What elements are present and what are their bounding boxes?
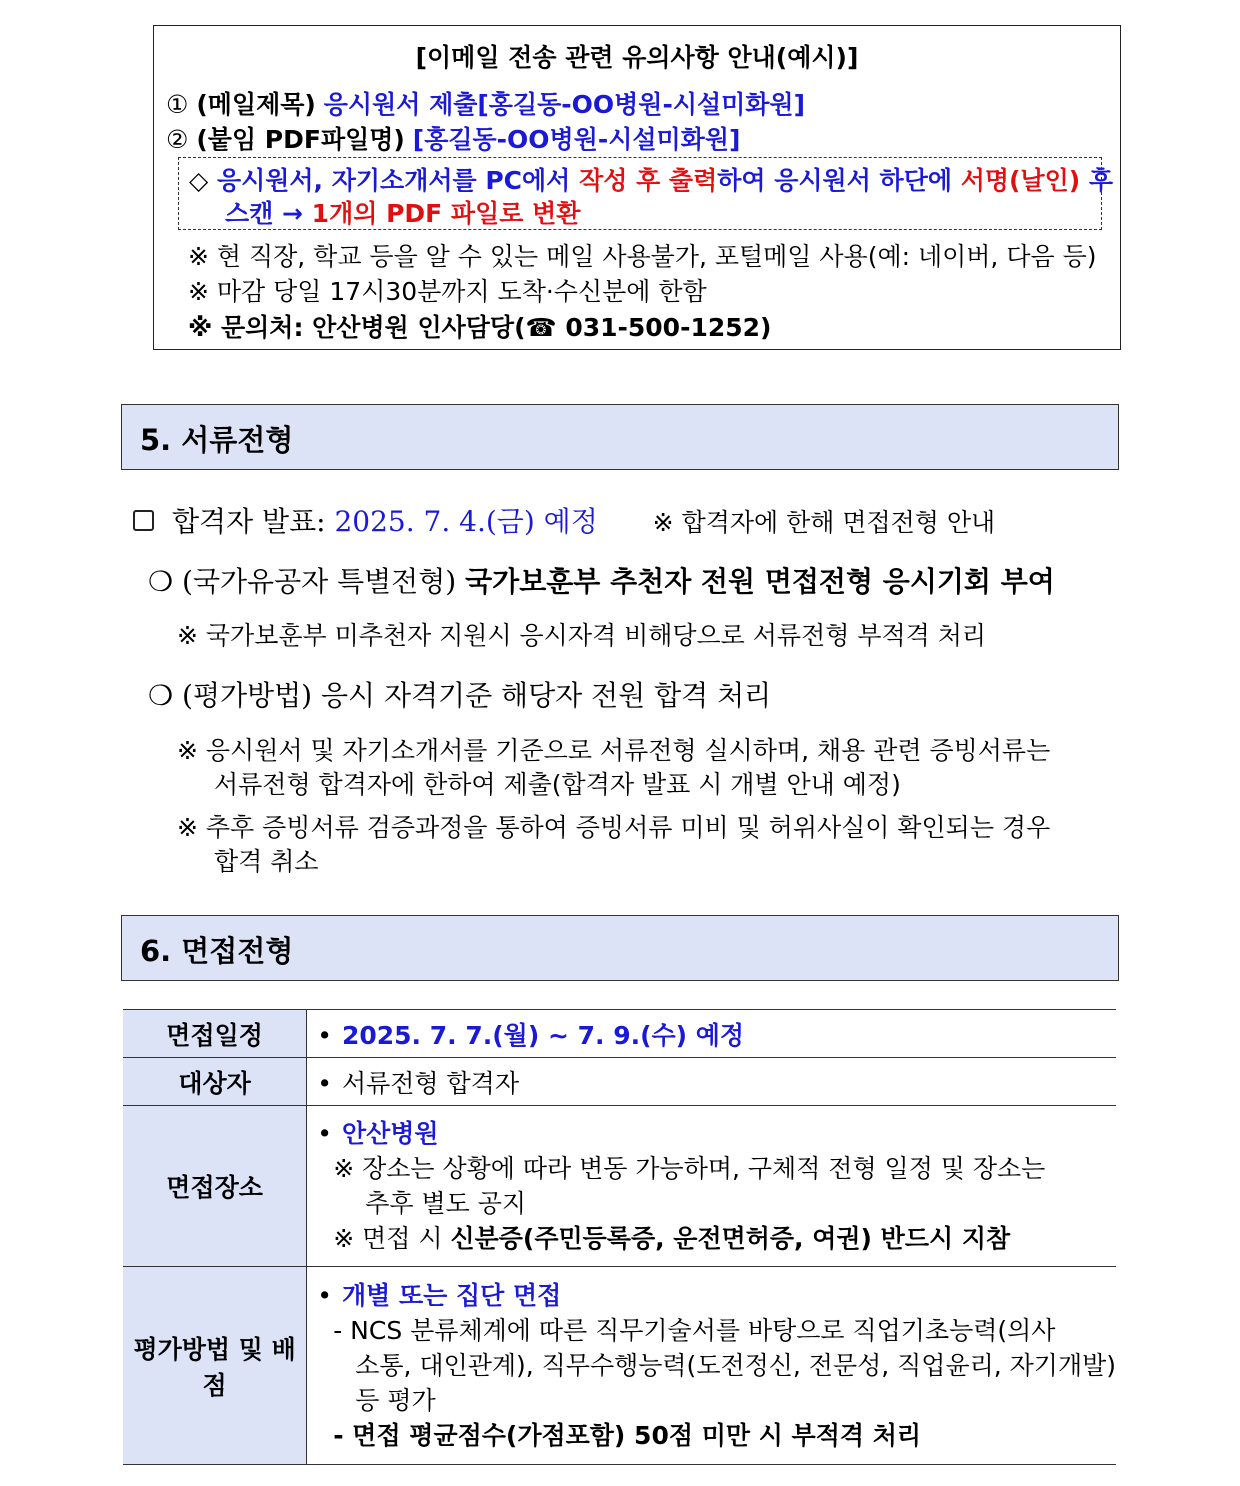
veteran-label: (국가유공자 특별전형) xyxy=(182,565,457,598)
location-note-1: ※ 장소는 상황에 따라 변동 가능하며, 구체적 전형 일정 및 장소는 xyxy=(333,1154,1046,1183)
bullet-icon: • xyxy=(317,1068,332,1098)
bullet-icon: • xyxy=(317,1020,332,1050)
section-6-header xyxy=(121,915,1119,981)
evaluation-note-2: ※ 추후 증빙서류 검증과정을 통하여 증빙서류 미비 및 허위사실이 확인되는 경우 xyxy=(177,813,1051,842)
instruction-text-c: 하여 응시원서 하단에 xyxy=(717,166,952,195)
interview-target: 서류전형 합격자 xyxy=(341,1068,519,1098)
row-label: 면접장소 xyxy=(123,1106,307,1267)
interview-schedule: 2025. 7. 7.(월) ~ 7. 9.(수) 예정 xyxy=(341,1020,745,1050)
email-notice-box xyxy=(153,25,1121,350)
method-line-4: - 면접 평균점수(가점포함) 50점 미만 시 부적격 처리 xyxy=(333,1421,922,1450)
instruction-text-e: 후 xyxy=(1088,166,1114,195)
email-instruction-box xyxy=(178,157,1114,230)
interview-location: 안산병원 xyxy=(341,1119,439,1148)
email-attach-label: (붙임 PDF파일명) xyxy=(196,125,405,154)
veteran-note: ※ 국가보훈부 미추천자 지원시 응시자격 비해당으로 서류전형 부적격 처리 xyxy=(177,621,987,650)
instruction-text-f: 스캔 → xyxy=(225,199,303,228)
announce-note: ※ 합격자에 한해 면접전형 안내 xyxy=(652,508,996,537)
evaluation-line xyxy=(148,674,771,714)
email-note-1: ※ 현 직장, 학교 등을 알 수 있는 메일 사용불가, 포털메일 사용(예: 네이버, 다음 등) xyxy=(188,242,1097,271)
veteran-text: 국가보훈부 추천자 전원 면접전형 응시기회 부여 xyxy=(465,565,1055,598)
table-row xyxy=(123,1058,1116,1106)
table-row xyxy=(123,1267,1116,1465)
location-note-2-a: ※ 면접 시 xyxy=(333,1224,443,1253)
announce-date: 2025. 7. 4.(금) 예정 xyxy=(334,505,598,538)
circled-number-2: ② xyxy=(166,125,189,154)
bullet-icon: • xyxy=(317,1281,332,1310)
location-note-2-b: 신분증(주민등록증, 운전면허증, 여권) 반드시 지참 xyxy=(450,1224,1011,1253)
evaluation-note-1: ※ 응시원서 및 자기소개서를 기준으로 서류전형 실시하며, 채용 관련 증빙서류는 xyxy=(177,736,1051,765)
instruction-line-2 xyxy=(225,194,580,230)
email-subject-line xyxy=(166,85,805,121)
email-contact-note: ※ 문의처: 안산병원 인사담당(☎ 031-500-1252) xyxy=(188,313,772,342)
row-value xyxy=(307,1058,1116,1106)
announce-label: 합격자 발표: xyxy=(172,505,326,538)
instruction-line-1 xyxy=(189,161,1113,197)
row-value xyxy=(307,1106,1116,1267)
circled-number-1: ① xyxy=(166,90,189,119)
row-value xyxy=(307,1267,1116,1465)
announcement-line xyxy=(133,500,995,540)
instruction-text-g: 1개의 PDF 파일로 변환 xyxy=(311,199,581,228)
section-6-title: 6. 면접전형 xyxy=(140,934,294,968)
evaluation-note-1-cont: 서류전형 합격자에 한하여 제출(합격자 발표 시 개별 안내 예정) xyxy=(214,770,901,799)
location-note-1-cont: 추후 별도 공지 xyxy=(365,1189,527,1218)
location-note-2 xyxy=(317,1221,1116,1256)
email-note-2: ※ 마감 당일 17시30분까지 도착·수신분에 한함 xyxy=(188,277,707,306)
instruction-text-a: 응시원서, 자기소개서를 PC에서 xyxy=(216,166,571,195)
instruction-text-d: 서명(날인) xyxy=(960,166,1081,195)
evaluation-note-2-cont: 합격 취소 xyxy=(214,847,319,876)
evaluation-text: (평가방법) 응시 자격기준 해당자 전원 합격 처리 xyxy=(182,679,772,712)
circle-bullet-icon: ❍ xyxy=(148,565,174,598)
email-subject-value: 응시원서 제출[홍길동-OO병원-시설미화원] xyxy=(323,90,805,119)
email-subject-label: (메일제목) xyxy=(196,90,316,119)
bullet-icon: • xyxy=(317,1119,332,1148)
row-value xyxy=(307,1010,1116,1058)
email-attach-line xyxy=(166,120,740,156)
section-5-header xyxy=(121,404,1119,470)
row-label: 면접일정 xyxy=(123,1010,307,1058)
interview-method: 개별 또는 집단 면접 xyxy=(341,1281,562,1310)
interview-table xyxy=(123,1009,1116,1465)
diamond-icon: ◇ xyxy=(189,166,209,195)
circle-bullet-icon: ❍ xyxy=(148,679,174,712)
method-line-3: 등 평가 xyxy=(355,1386,436,1415)
instruction-text-b: 작성 후 출력 xyxy=(579,166,718,195)
section-5-title: 5. 서류전형 xyxy=(140,423,294,457)
row-label: 평가방법 및 배점 xyxy=(123,1267,307,1465)
method-line-2: 소통, 대인관계), 직무수행능력(도전정신, 전문성, 직업윤리, 자기개발) xyxy=(355,1351,1116,1380)
table-row xyxy=(123,1010,1116,1058)
row-label: 대상자 xyxy=(123,1058,307,1106)
veteran-line xyxy=(148,560,1055,600)
checkbox-icon xyxy=(133,510,154,531)
email-notice-title: [이메일 전송 관련 유의사항 안내(예시)] xyxy=(415,43,859,72)
table-row xyxy=(123,1106,1116,1267)
method-line-1: - NCS 분류체계에 따른 직무기술서를 바탕으로 직업기초능력(의사 xyxy=(333,1316,1056,1345)
email-attach-value: [홍길동-OO병원-시설미화원] xyxy=(412,125,741,154)
